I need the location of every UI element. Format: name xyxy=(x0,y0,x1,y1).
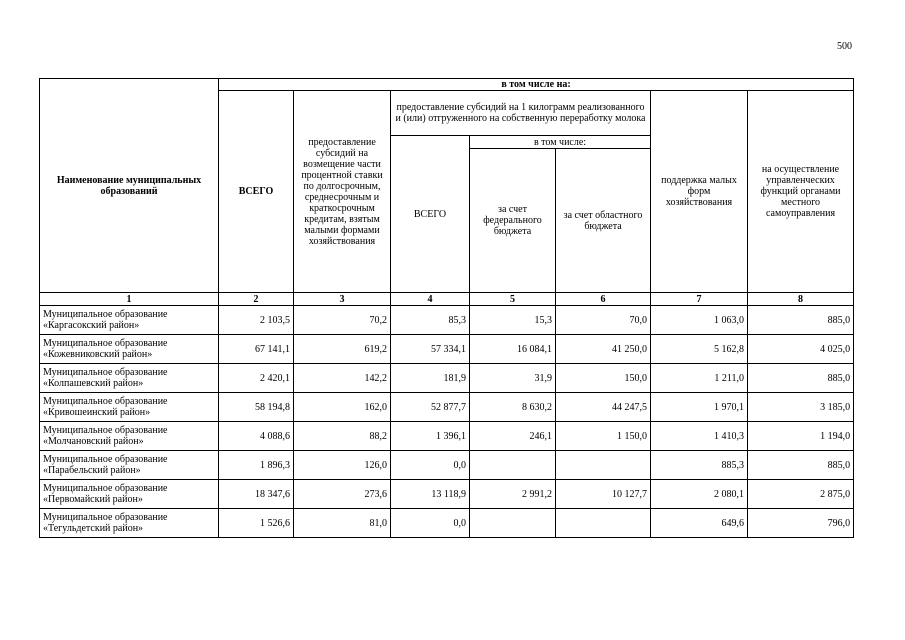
cell-interest: 88,2 xyxy=(294,422,391,451)
cell-regional: 44 247,5 xyxy=(556,393,651,422)
cell-small-forms: 1 211,0 xyxy=(651,364,748,393)
cell-regional: 10 127,7 xyxy=(556,480,651,509)
cell-regional xyxy=(556,509,651,538)
cell-total: 1 526,6 xyxy=(219,509,294,538)
cell-regional: 70,0 xyxy=(556,306,651,335)
cell-admin: 3 185,0 xyxy=(748,393,854,422)
municipality-name: Муниципальное образование «Кривошеинский район» xyxy=(40,393,219,422)
table-row xyxy=(40,364,854,393)
header-milk-subsidy: предоставление субсидий на 1 килограмм реализованного и (или) отгруженного на собственную переработку молока xyxy=(391,91,651,136)
municipality-name: Муниципальное образование «Тегульдетский район» xyxy=(40,509,219,538)
cell-milk-total: 85,3 xyxy=(391,306,470,335)
cell-regional: 150,0 xyxy=(556,364,651,393)
column-number: 3 xyxy=(294,293,391,306)
cell-regional: 41 250,0 xyxy=(556,335,651,364)
cell-admin: 885,0 xyxy=(748,451,854,480)
cell-admin: 885,0 xyxy=(748,364,854,393)
cell-federal: 2 991,2 xyxy=(470,480,556,509)
cell-interest: 70,2 xyxy=(294,306,391,335)
table-row xyxy=(40,393,854,422)
cell-milk-total: 52 877,7 xyxy=(391,393,470,422)
cell-interest: 619,2 xyxy=(294,335,391,364)
cell-admin: 1 194,0 xyxy=(748,422,854,451)
municipality-name: Муниципальное образование «Кожевниковский район» xyxy=(40,335,219,364)
cell-interest: 273,6 xyxy=(294,480,391,509)
cell-small-forms: 5 162,8 xyxy=(651,335,748,364)
header-interest-rate: предоставление субсидий на возмещение части процентной ставки по долгосрочным, среднесрочным и краткосрочным кредитам, взятым малыми формами хозяйствования xyxy=(294,91,391,293)
cell-admin: 4 025,0 xyxy=(748,335,854,364)
cell-interest: 126,0 xyxy=(294,451,391,480)
cell-total: 2 420,1 xyxy=(219,364,294,393)
cell-interest: 162,0 xyxy=(294,393,391,422)
column-number: 7 xyxy=(651,293,748,306)
table-row xyxy=(40,480,854,509)
cell-interest: 81,0 xyxy=(294,509,391,538)
municipality-name: Муниципальное образование «Каргасокский район» xyxy=(40,306,219,335)
cell-federal xyxy=(470,451,556,480)
table-row xyxy=(40,422,854,451)
cell-milk-total: 181,9 xyxy=(391,364,470,393)
cell-small-forms: 885,3 xyxy=(651,451,748,480)
column-number: 2 xyxy=(219,293,294,306)
cell-total: 58 194,8 xyxy=(219,393,294,422)
cell-milk-total: 1 396,1 xyxy=(391,422,470,451)
header-total: ВСЕГО xyxy=(219,91,294,293)
cell-total: 67 141,1 xyxy=(219,335,294,364)
column-number: 6 xyxy=(556,293,651,306)
cell-admin: 2 875,0 xyxy=(748,480,854,509)
cell-total: 4 088,6 xyxy=(219,422,294,451)
column-number: 5 xyxy=(470,293,556,306)
cell-federal: 246,1 xyxy=(470,422,556,451)
header-regional-budget: за счет областного бюджета xyxy=(556,149,651,293)
cell-admin: 796,0 xyxy=(748,509,854,538)
column-number: 1 xyxy=(40,293,219,306)
cell-federal: 8 630,2 xyxy=(470,393,556,422)
column-number: 4 xyxy=(391,293,470,306)
table-row xyxy=(40,335,854,364)
header-admin-functions: на осуществление управленческих функций органами местного самоуправления xyxy=(748,91,854,293)
cell-regional xyxy=(556,451,651,480)
header-small-forms: поддержка малых форм хозяйствования xyxy=(651,91,748,293)
cell-small-forms: 2 080,1 xyxy=(651,480,748,509)
cell-federal xyxy=(470,509,556,538)
header-including: в том числе на: xyxy=(219,79,854,91)
cell-milk-total: 57 334,1 xyxy=(391,335,470,364)
municipality-name: Муниципальное образование «Парабельский район» xyxy=(40,451,219,480)
cell-milk-total: 13 118,9 xyxy=(391,480,470,509)
table-row xyxy=(40,451,854,480)
cell-federal: 31,9 xyxy=(470,364,556,393)
municipality-name: Муниципальное образование «Первомайский район» xyxy=(40,480,219,509)
cell-small-forms: 1 063,0 xyxy=(651,306,748,335)
page-number: 500 xyxy=(837,41,852,52)
cell-small-forms: 1 970,1 xyxy=(651,393,748,422)
cell-milk-total: 0,0 xyxy=(391,451,470,480)
subsidy-table xyxy=(39,78,854,538)
table-body xyxy=(40,306,854,538)
cell-milk-total: 0,0 xyxy=(391,509,470,538)
municipality-name: Муниципальное образование «Молчановский район» xyxy=(40,422,219,451)
cell-small-forms: 1 410,3 xyxy=(651,422,748,451)
column-number: 8 xyxy=(748,293,854,306)
header-name-col: Наименование муниципальных образований xyxy=(40,79,219,293)
cell-regional: 1 150,0 xyxy=(556,422,651,451)
table-row xyxy=(40,306,854,335)
cell-total: 2 103,5 xyxy=(219,306,294,335)
table-row xyxy=(40,509,854,538)
cell-total: 18 347,6 xyxy=(219,480,294,509)
cell-small-forms: 649,6 xyxy=(651,509,748,538)
cell-interest: 142,2 xyxy=(294,364,391,393)
cell-admin: 885,0 xyxy=(748,306,854,335)
cell-federal: 16 084,1 xyxy=(470,335,556,364)
header-milk-total: ВСЕГО xyxy=(391,136,470,293)
cell-total: 1 896,3 xyxy=(219,451,294,480)
header-federal-budget: за счет федерального бюджета xyxy=(470,149,556,293)
municipality-name: Муниципальное образование «Колпашевский район» xyxy=(40,364,219,393)
cell-federal: 15,3 xyxy=(470,306,556,335)
header-milk-including: в том числе: xyxy=(470,136,651,149)
